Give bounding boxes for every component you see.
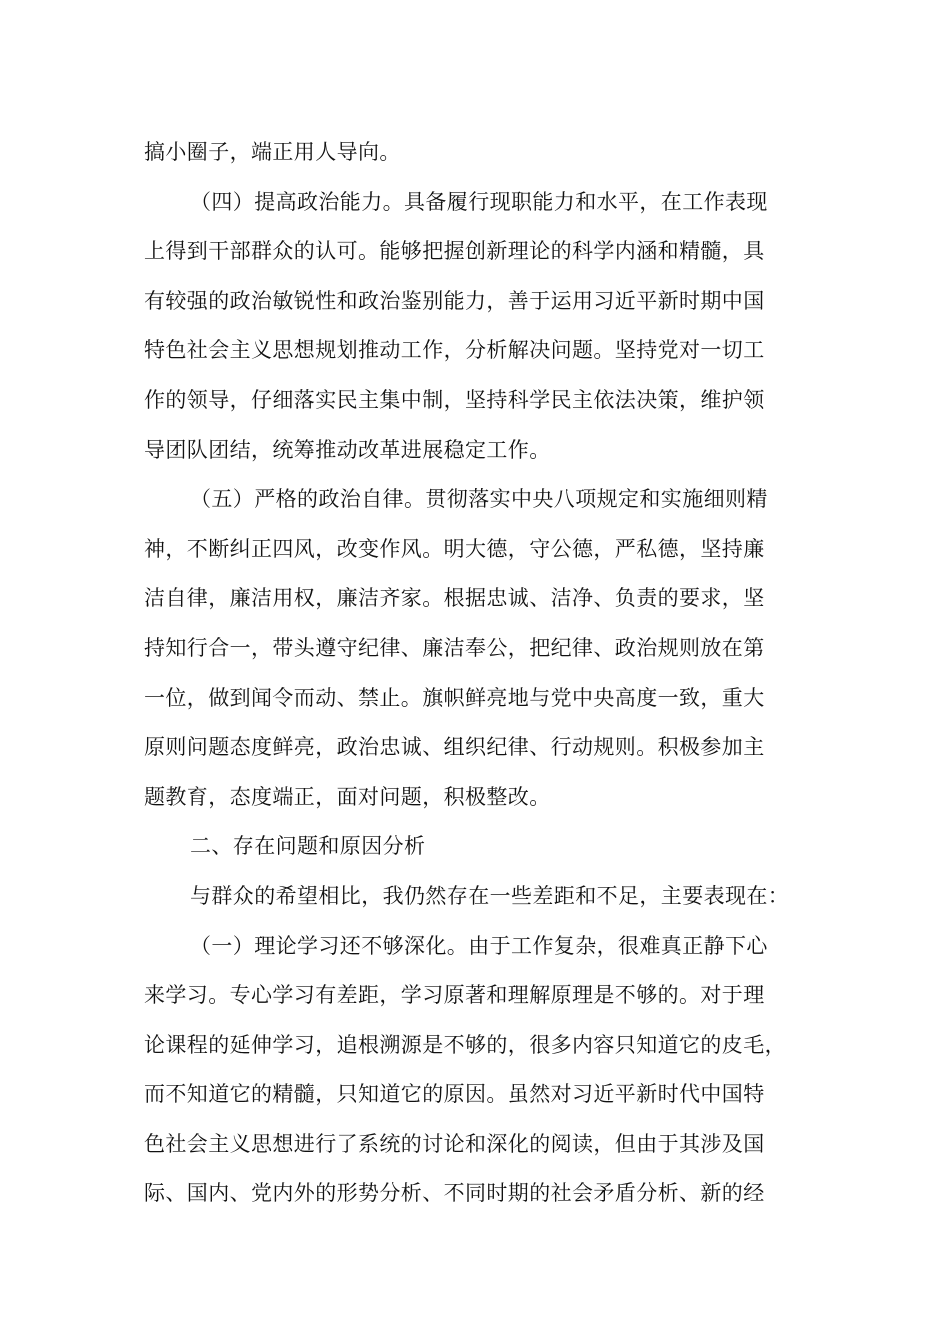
document-body <box>144 128 806 1219</box>
text-line: 而不知道它的精髓，只知道它的原因。虽然对习近平新时代中国特 <box>144 1082 765 1107</box>
text-line: （一）理论学习还不够深化。由于工作复杂，很难真正静下心 <box>190 933 768 958</box>
text-line: 有较强的政治敏锐性和政治鉴别能力，善于运用习近平新时期中国 <box>144 288 765 313</box>
text-line: （五）严格的政治自律。贯彻落实中央八项规定和实施细则精 <box>190 487 768 512</box>
text-line: 二、存在问题和原因分析 <box>190 834 426 859</box>
text-line: （四）提高政治能力。具备履行现职能力和水平，在工作表现 <box>190 189 768 214</box>
text-line: 特色社会主义思想规划推动工作，分析解决问题。坚持党对一切工 <box>144 338 765 363</box>
text-line: 持知行合一，带头遵守纪律、廉洁奉公，把纪律、政治规则放在第 <box>144 635 765 660</box>
text-line: 来学习。专心学习有差距，学习原著和理解原理是不够的。对于理 <box>144 983 765 1008</box>
text-line: 洁自律，廉洁用权，廉洁齐家。根据忠诚、洁净、负责的要求，坚 <box>144 586 765 611</box>
text-line: 作的领导，仔细落实民主集中制，坚持科学民主依法决策，维护领 <box>144 387 765 412</box>
text-line: 与群众的希望相比，我仍然存在一些差距和不足，主要表现在： <box>190 883 790 908</box>
text-line: 导团队团结，统筹推动改革进展稳定工作。 <box>144 437 551 462</box>
text-line: 际、国内、党内外的形势分析、不同时期的社会矛盾分析、新的经 <box>144 1181 765 1206</box>
text-line: 神，不断纠正四风，改变作风。明大德，守公德，严私德，坚持廉 <box>144 536 765 561</box>
text-line: 色社会主义思想进行了系统的讨论和深化的阅读，但由于其涉及国 <box>144 1131 765 1156</box>
text-line: 原则问题态度鲜亮，政治忠诚、组织纪律、行动规则。积极参加主 <box>144 735 765 760</box>
text-line: 上得到干部群众的认可。能够把握创新理论的科学内涵和精髓，具 <box>144 239 765 264</box>
text-line: 搞小圈子，端正用人导向。 <box>144 140 401 164</box>
text-line: 一位，做到闻令而动、禁止。旗帜鲜亮地与党中央高度一致，重大 <box>144 685 765 710</box>
text-line: 题教育，态度端正，面对问题，积极整改。 <box>144 784 551 809</box>
text-line: 论课程的延伸学习，追根溯源是不够的，很多内容只知道它的皮毛， <box>144 1032 786 1057</box>
